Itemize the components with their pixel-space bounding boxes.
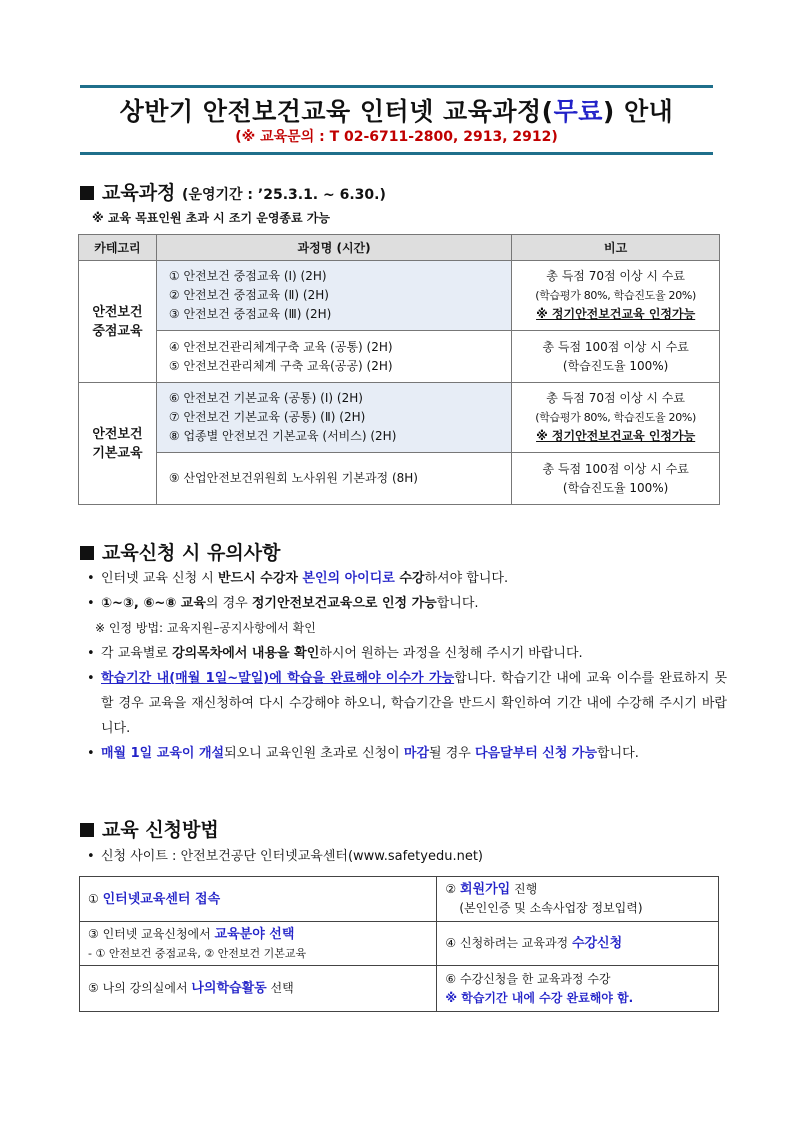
application-steps-table bbox=[79, 876, 719, 1012]
page-title: 상반기 안전보건교육 인터넷 교육과정(무료) 안내 bbox=[119, 97, 674, 126]
remark-cell: 총 득점 100점 이상 시 수료 (학습진도율 100%) bbox=[512, 453, 720, 505]
table-row bbox=[79, 261, 720, 331]
list-item: • 매월 1일 교육이 개설되오니 교육인원 초과로 신청이 마감될 경우 다음달부터 신청 가능합니다. bbox=[87, 741, 727, 766]
course-cell: ① 안전보건 중점교육 (Ⅰ) (2H) ② 안전보건 중점교육 (Ⅱ) (2H) ③ 안전보건 중점교육 (Ⅲ) (2H) bbox=[156, 261, 511, 331]
table-row bbox=[79, 383, 720, 453]
section-heading-precautions: 교육신청 시 유의사항 bbox=[80, 538, 280, 565]
table-row bbox=[80, 966, 719, 1012]
list-item: • 학습기간 내(매월 1일~말일)에 학습을 완료해야 이수가 가능합니다. 학습기간 내에 교육 이수를 완료하지 못할 경우 교육을 재신청하여 다시 수강해야 하오니, 학습기간을 반드시 확인하여 기간 내에 수강해 주시기 바랍니다. bbox=[87, 666, 727, 741]
list-item: • 인터넷 교육 신청 시 반드시 수강자 본인의 아이디로 수강하셔야 합니다. bbox=[87, 566, 727, 591]
square-bullet-icon bbox=[80, 823, 94, 837]
table-row bbox=[80, 877, 719, 922]
remark-cell: 총 득점 70점 이상 시 수료 (학습평가 80%, 학습진도율 20%) ※ 정기안전보건교육 인정가능 bbox=[512, 261, 720, 331]
square-bullet-icon bbox=[80, 546, 94, 560]
site-info bbox=[87, 844, 727, 869]
remark-cell: 총 득점 70점 이상 시 수료 (학습평가 80%, 학습진도율 20%) ※ 정기안전보건교육 인정가능 bbox=[512, 383, 720, 453]
list-item: • 신청 사이트 : 안전보건공단 인터넷교육센터(www.safetyedu.net) bbox=[87, 844, 727, 869]
col-header-category: 카테고리 bbox=[79, 235, 157, 261]
early-close-note: ※ 교육 목표인원 초과 시 조기 운영종료 가능 bbox=[92, 211, 330, 225]
table-row bbox=[80, 922, 719, 966]
col-header-remark: 비고 bbox=[512, 235, 720, 261]
step-5-cell: ⑤ 나의 강의실에서 나의학습활동 선택 bbox=[80, 966, 437, 1012]
list-item: • ①~③, ⑥~⑧ 교육의 경우 정기안전보건교육으로 인정 가능합니다. bbox=[87, 591, 727, 616]
category-cell: 안전보건 중점교육 bbox=[79, 261, 157, 383]
contact-info: (※ 교육문의 : T 02-6711-2800, 2913, 2912) bbox=[235, 129, 558, 145]
list-item: • 각 교육별로 강의목차에서 내용을 확인하시어 원하는 과정을 신청해 주시기 바랍니다. bbox=[87, 641, 727, 666]
table-row bbox=[79, 331, 720, 383]
course-cell: ④ 안전보건관리체계구축 교육 (공통) (2H) ⑤ 안전보건관리체계 구축 교육(공공) (2H) bbox=[156, 331, 511, 383]
recognition-method-note: ※ 인정 방법: 교육지원–공지사항에서 확인 bbox=[95, 621, 316, 635]
step-1-cell: ① 인터넷교육센터 접속 bbox=[80, 877, 437, 922]
step-6-cell: ⑥ 수강신청을 한 교육과정 수강 ※ 학습기간 내에 수강 완료해야 함. bbox=[437, 966, 719, 1012]
step-3-cell: ③ 인터넷 교육신청에서 교육분야 선택 - ① 안전보건 중점교육, ② 안전보건 기본교육 bbox=[80, 922, 437, 966]
table-header-row bbox=[79, 235, 720, 261]
course-table bbox=[78, 234, 720, 505]
table-row bbox=[79, 453, 720, 505]
step-2-cell: ② 회원가입 진행 (본인인증 및 소속사업장 정보입력) bbox=[437, 877, 719, 922]
title-box bbox=[80, 85, 713, 155]
col-header-course: 과정명 (시간) bbox=[156, 235, 511, 261]
step-4-cell: ④ 신청하려는 교육과정 수강신청 bbox=[437, 922, 719, 966]
course-cell: ⑨ 산업안전보건위원회 노사위원 기본과정 (8H) bbox=[156, 453, 511, 505]
remark-cell: 총 득점 100점 이상 시 수료 (학습진도율 100%) bbox=[512, 331, 720, 383]
course-cell: ⑥ 안전보건 기본교육 (공통) (Ⅰ) (2H) ⑦ 안전보건 기본교육 (공통) (Ⅱ) (2H) ⑧ 업종별 안전보건 기본교육 (서비스) (2H) bbox=[156, 383, 511, 453]
precautions-list bbox=[87, 566, 727, 766]
category-cell: 안전보건 기본교육 bbox=[79, 383, 157, 505]
section-heading-courses: 교육과정 (운영기간 : ’25.3.1. ~ 6.30.) bbox=[80, 178, 386, 205]
section-heading-application: 교육 신청방법 bbox=[80, 815, 219, 842]
square-bullet-icon bbox=[80, 186, 94, 200]
